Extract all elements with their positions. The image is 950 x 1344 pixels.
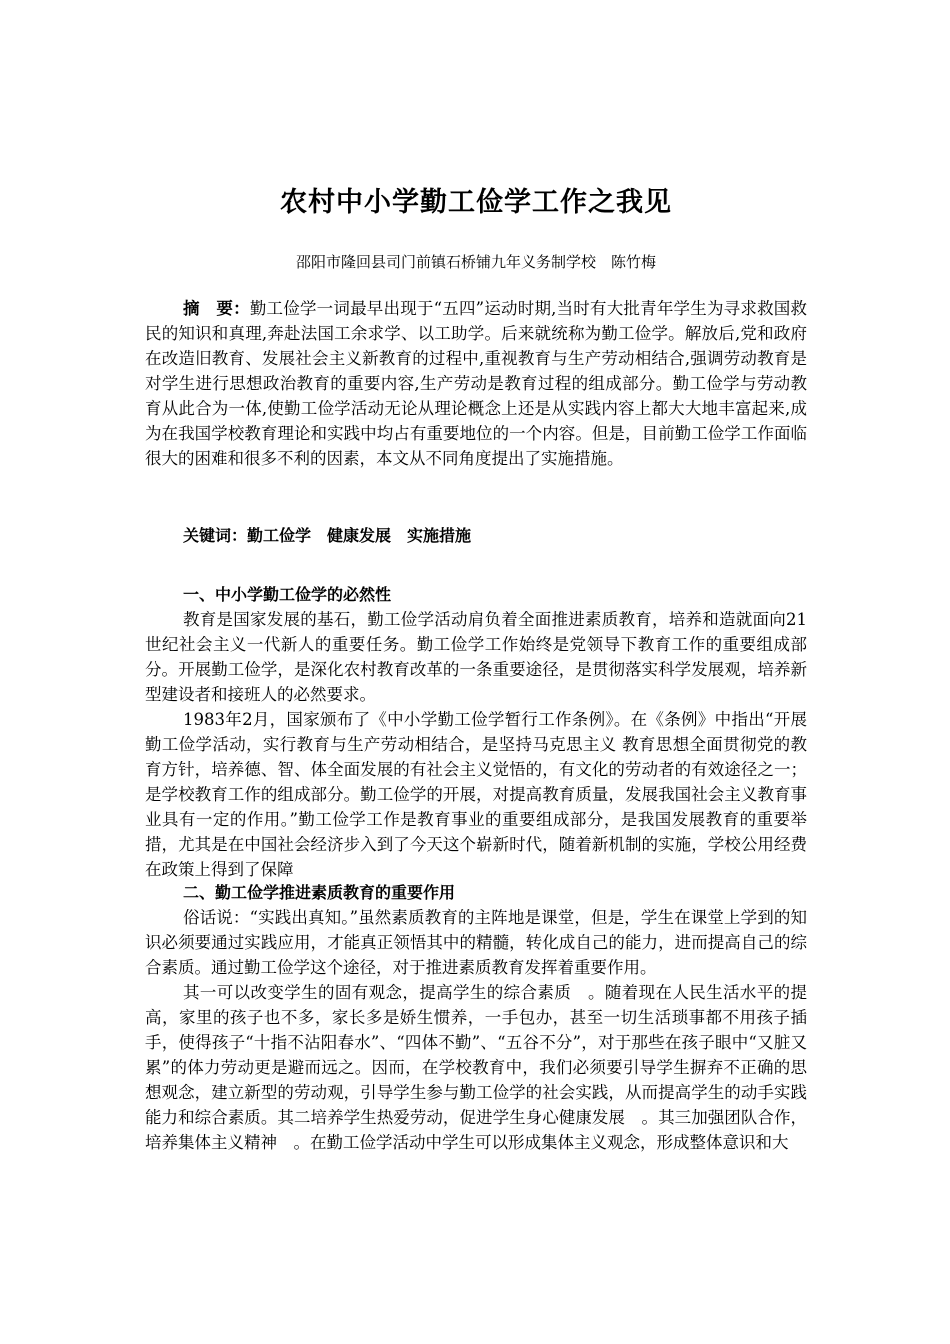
paragraph: 其一可以改变学生的固有观念，提高学生的综合素质 。随着现在人民生活水平的提高，家里的孩子也不多，家长多是娇生惯养，一手包办，甚至一切生活琐事都不用孩子插手，使得孩子“十指不沾阳春水”、“四体不勤”、“五谷不分”，对于那些在孩子眼中“又脏又累”的体力劳动更是避而远之。因而，在学校教育中，我们必须要引导学生摒弃不正确的思想观念，建立新型的劳动观，引导学生参与勤工俭学的社会实践，从而提高学生的动手实践能力和综合素质。其二培养学生热爱劳动，促进学生身心健康发展 。其三加强团队合作，培养集体主义精神 。在勤工俭学活动中学生可以形成集体主义观念，形成整体意识和大 — [145, 983, 807, 1152]
paper-title: 农村中小学勤工俭学工作之我见 — [280, 187, 672, 218]
paragraph: 俗话说：“实践出真知。”虽然素质教育的主阵地是课堂，但是，学生在课堂上学到的知识必须要通过实践应用，才能真正领悟其中的精髓，转化成自己的能力，进而提高自己的综合素质。通过勤工俭学这个途径，对于推进素质教育发挥着重要作用。 — [145, 908, 807, 977]
section-2-heading: 二、勤工俭学推进素质教育的重要作用 — [183, 883, 456, 902]
abstract-label: 摘 要： — [183, 299, 250, 318]
abstract — [145, 296, 807, 471]
author-affiliation: 邵阳市隆回县司门前镇石桥铺九年义务制学校 陈竹梅 — [295, 253, 656, 271]
paragraph: 1983年2月，国家颁布了《中小学勤工俭学暂行工作条例》。在《条例》中指出“开展勤工俭学活动，实行教育与生产劳动相结合，是坚持马克思主义 教育思想全面贯彻党的教育方针，培养德、智、体全面发展的有社会主义觉悟的，有文化的劳动者的有效途径之一；是学校教育工作的组成部分。勤工俭学的开展，对提高教育质量，发展我国社会主义教育事业具有一定的作用。”勤工俭学工作是教育事业的重要组成部分，是我国发展教育的重要举措，尤其是在中国社会经济步入到了今天这个崭新时代，随着新机制的实施，学校公用经费在政策上得到了保障 — [145, 710, 807, 879]
keywords: 关键词：勤工俭学 健康发展 实施措施 — [183, 526, 472, 545]
section-1-heading: 一、中小学勤工俭学的必然性 — [183, 585, 392, 604]
abstract-text: 勤工俭学一词最早出现于“五四”运动时期,当时有大批青年学生为寻求救国救民的知识和真理,奔赴法国工余求学、以工助学。后来就统称为勤工俭学。解放后,党和政府在改造旧教育、发展社会主义新教育的过程中,重视教育与生产劳动相结合,强调劳动教育是对学生进行思想政治教育的重要内容,生产劳动是教育过程的组成部分。勤工俭学与劳动教育从此合为一体,使勤工俭学活动无论从理论概念上还是从实践内容上都大大地丰富起来,成为在我国学校教育理论和实践中均占有重要地位的一个内容。但是，目前勤工俭学工作面临很大的困难和很多不利的因素，本文从不同角度提出了实施措施。 — [145, 299, 808, 468]
section-2-body — [145, 905, 807, 1155]
paragraph: 教育是国家发展的基石，勤工俭学活动肩负着全面推进素质教育，培养和造就面向21世纪社会主义一代新人的重要任务。勤工俭学工作始终是党领导下教育工作的重要组成部分。开展勤工俭学，是深化农村教育改革的一条重要途径，是贯彻落实科学发展观，培养新型建设者和接班人的必然要求。 — [145, 610, 807, 704]
section-1-body — [145, 607, 807, 882]
